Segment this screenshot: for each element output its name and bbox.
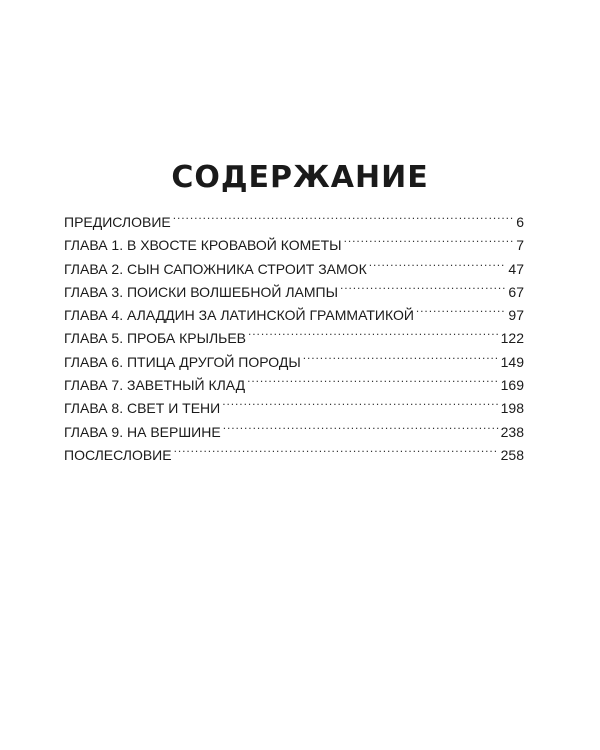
toc-dot-leader [173, 204, 514, 227]
toc-entry-label: ГЛАВА 5. ПРОБА КРЫЛЬЕВ [64, 330, 247, 347]
toc-entry-label: ГЛАВА 1. В ХВОСТЕ КРОВАВОЙ КОМЕТЫ [64, 237, 342, 254]
toc-dot-leader [340, 274, 506, 297]
toc-dot-leader [247, 367, 499, 390]
toc-dot-leader [248, 320, 499, 343]
toc-entry-page: 198 [500, 400, 524, 417]
toc-entry-page: 47 [508, 260, 524, 277]
toc-dot-leader [416, 297, 507, 320]
toc-entry-page: 67 [508, 283, 524, 300]
toc-dot-leader [369, 251, 507, 274]
toc-entry-page: 6 [516, 214, 524, 230]
toc-entry-page: 238 [500, 423, 524, 440]
toc-entry-label: ГЛАВА 7. ЗАВЕТНЫЙ КЛАД [64, 377, 246, 394]
toc-dot-leader [223, 414, 499, 437]
toc-entry-page: 169 [500, 377, 524, 394]
toc-dot-leader [222, 390, 498, 413]
toc-entry-label: ПОСЛЕСЛОВИЕ [64, 446, 172, 463]
toc-dot-leader [303, 344, 499, 367]
toc-entry-page: 7 [516, 237, 524, 254]
table-of-contents [64, 204, 524, 463]
toc-entry-label: ГЛАВА 3. ПОИСКИ ВОЛШЕБНОЙ ЛАМПЫ [64, 283, 338, 300]
toc-entry [64, 204, 524, 230]
toc-entry-page: 258 [500, 446, 524, 463]
toc-entry-label: ГЛАВА 2. СЫН САПОЖНИКА СТРОИТ ЗАМОК [64, 260, 367, 277]
toc-entry-page: 122 [500, 330, 524, 347]
page-title: СОДЕРЖАНИЕ [171, 160, 429, 195]
toc-entry-page: 97 [508, 307, 524, 324]
toc-entry-label: ГЛАВА 8. СВЕТ И ТЕНИ [64, 400, 221, 417]
toc-entry-label: ПРЕДИСЛОВИЕ [64, 214, 171, 230]
toc-entry-page: 149 [500, 353, 524, 370]
toc-entry-label: ГЛАВА 6. ПТИЦА ДРУГОЙ ПОРОДЫ [64, 353, 301, 370]
toc-entry-label: ГЛАВА 9. НА ВЕРШИНЕ [64, 423, 221, 440]
toc-dot-leader [344, 227, 515, 250]
toc-entry-label: ГЛАВА 4. АЛАДДИН ЗА ЛАТИНСКОЙ ГРАММАТИКОЙ [64, 307, 414, 324]
toc-dot-leader [174, 437, 499, 460]
